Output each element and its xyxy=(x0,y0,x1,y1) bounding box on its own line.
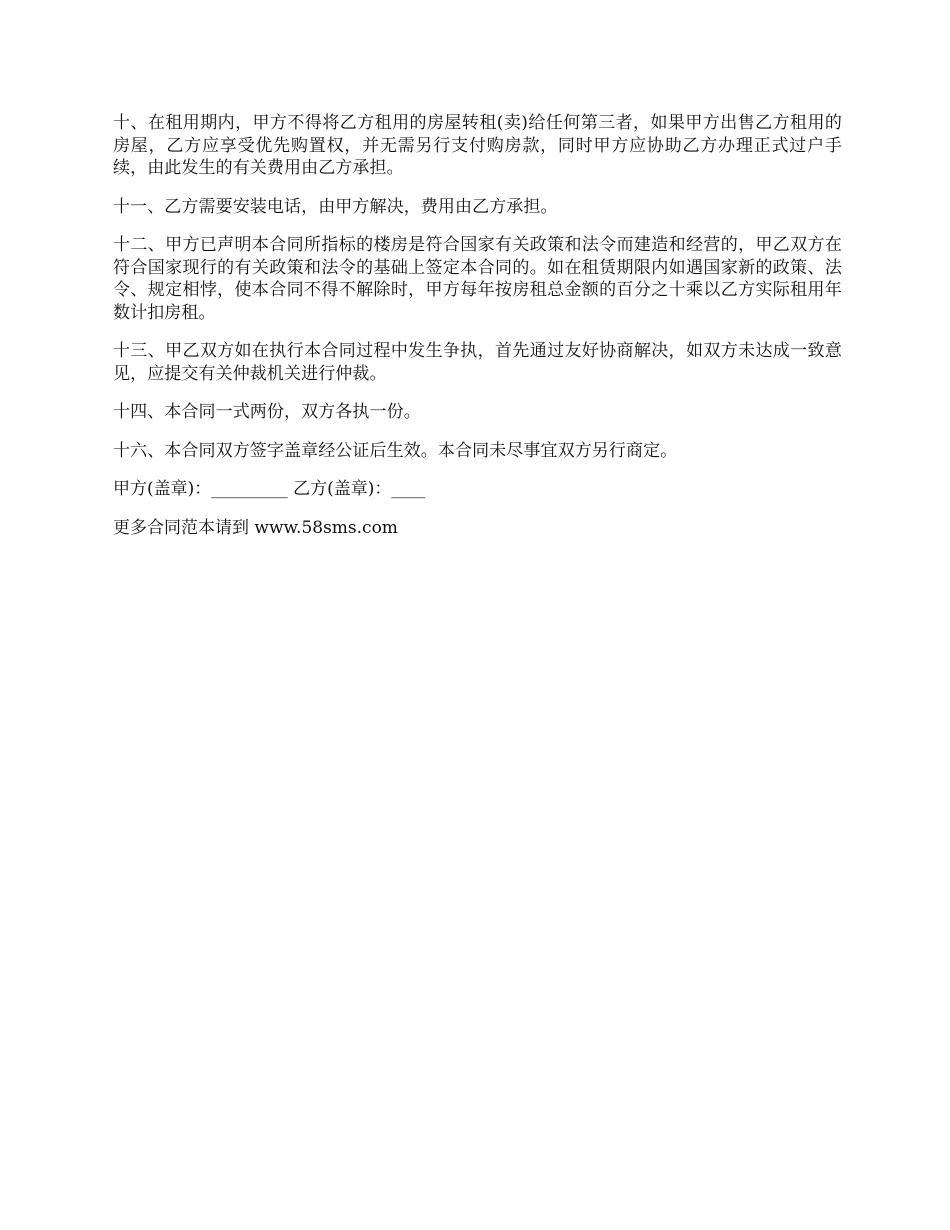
clause-13-paragraph: 十三、甲乙双方如在执行本合同过程中发生争执，首先通过友好协商解决，如双方未达成一致意见，应提交有关仲裁机关进行仲裁。 xyxy=(113,341,842,384)
signature-line: 甲方(盖章)：_________ 乙方(盖章)：____ xyxy=(113,479,426,499)
clause-10-paragraph: 十、在租用期内，甲方不得将乙方租用的房屋转租(卖)给任何第三者，如果甲方出售乙方租用的房屋，乙方应享受优先购置权，并无需另行支付购房款，同时甲方应协助乙方办理正式过户手续，由此发生的有关费用由乙方承担。 xyxy=(113,113,842,178)
clause-16-paragraph: 十六、本合同双方签字盖章经公证后生效。本合同未尽事宜双方另行商定。 xyxy=(113,440,678,461)
clause-12-paragraph: 十二、甲方已声明本合同所指标的楼房是符合国家有关政策和法令而建造和经营的，甲乙双方在符合国家现行的有关政策和法令的基础上签定本合同的。如在租赁期限内如遇国家新的政策、法令、规定相悖，使本合同不得不解除时，甲方每年按房租总金额的百分之十乘以乙方实际租用年数计扣房租。 xyxy=(113,235,842,323)
clause-11-paragraph: 十一、乙方需要安装电话，由甲方解决，费用由乙方承担。 xyxy=(113,196,558,217)
clause-14-paragraph: 十四、本合同一式两份，双方各执一份。 xyxy=(113,402,421,422)
footer-promo-text: 更多合同范本请到 www.58sms.com xyxy=(113,517,398,538)
